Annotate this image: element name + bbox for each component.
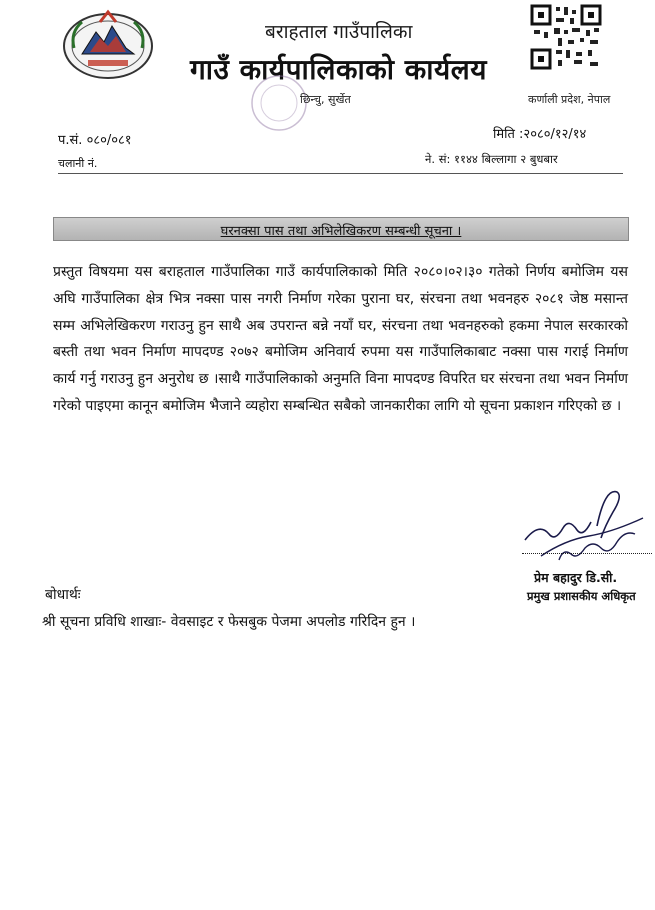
reference-number: प.सं. ०८०/०८१ — [58, 133, 132, 148]
dispatch-number: चलानी नं. — [58, 157, 98, 170]
letter-date: मिति :२०८०/१२/१४ — [493, 127, 587, 142]
org-name-line2: गाउँ कार्यपालिकाको कार्यलय — [190, 53, 487, 86]
notice-subject: घरनक्सा पास तथा अभिलेखिकरण सम्बन्धी सूचना । — [220, 224, 462, 239]
nepal-emblem-logo — [60, 8, 156, 80]
registration-number: ने. सं: ११४४ बिल्लागा २ बुधबार — [425, 152, 558, 166]
office-address: छिन्चु, सुर्खेत — [300, 93, 351, 106]
signatory-title: प्रमुख प्रशासकीय अधिकृत — [527, 589, 636, 603]
signature-line — [522, 553, 652, 554]
province-label: कर्णाली प्रदेश, नेपाल — [528, 93, 611, 106]
signatory-name: प्रेम बहादुर डि.सी. — [534, 570, 618, 585]
header-divider — [58, 173, 623, 174]
info-label: बोधार्थः — [45, 587, 81, 603]
org-name-line1: बराहताल गाउँपालिका — [265, 21, 413, 43]
info-text: श्री सूचना प्रविधि शाखाः- वेवसाइट र फेसबुक पेजमा अपलोड गरिदिन हुन । — [42, 614, 416, 630]
notice-body: प्रस्तुत विषयमा यस बराहताल गाउँपालिका गाउँ कार्यपालिकाको मिति २०८०।०२।३० गतेको निर्णय बमोजिम यस अघि गाउँपालिका क्षेत्र भित्र नक्सा पास नगरी निर्माण गरेका पुराना घर, संरचना तथा भवनहरु २०८१ जेष्ठ मसान्त सम्म अभिलेखिकरण गराउनु हुन साथै अब उपरान्त बन्ने नयाँ घर, संरचना तथा भवनहरुको हकमा नेपाल सरकारको बस्ती तथा भवन निर्माण मापदण्ड २०७२ बमोजिम अनिवार्य रुपमा यस गाउँपालिकाबाट नक्सा पास गराई निर्माण कार्य गर्नु गराउनु हुन अनुरोध छ ।साथै गाउँपालिकाको अनुमति विना मापदण्ड विपरित घर संरचना तथा भवन निर्माण गरेको पाइएमा कानून बमोजिम भैजाने व्यहोरा सम्बन्धित सबैको जानकारीका लागि यो सूचना प्रकाशन गरिएको छ । — [53, 264, 628, 414]
subject-bar — [53, 217, 629, 241]
qr-code-icon — [530, 4, 602, 70]
handwritten-signature — [505, 482, 655, 572]
